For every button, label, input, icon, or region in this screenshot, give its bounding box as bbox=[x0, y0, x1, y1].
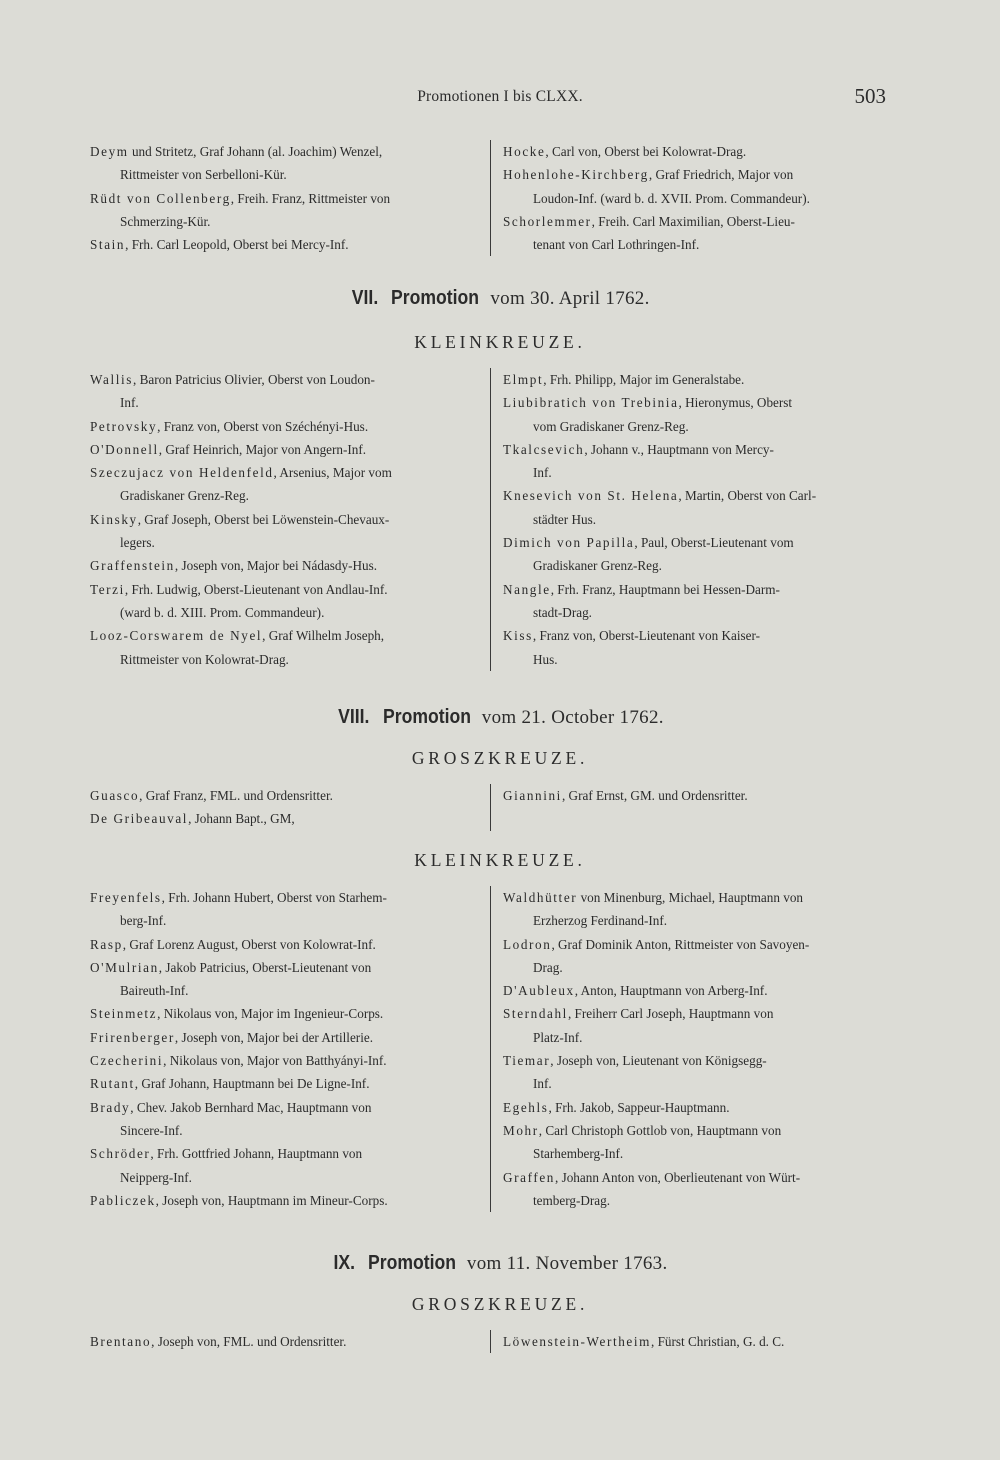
class-heading-groszkreuze-viii: GROSZKREUZE. bbox=[411, 748, 589, 768]
list-item bbox=[503, 140, 886, 163]
list-item bbox=[503, 933, 886, 980]
entry-description: , Frh. Philipp, Major im Generalstabe. bbox=[543, 372, 745, 387]
entries-right-column bbox=[490, 368, 886, 671]
entry-continuation: stadt-Drag. bbox=[533, 604, 592, 620]
entry-description: , Graf Joseph, Oberst bei Löwenstein-Chevaux- bbox=[137, 511, 390, 527]
entry-description: , Joseph von, Hauptmann im Mineur-Corps. bbox=[155, 1192, 388, 1208]
entry-name: Nangle bbox=[503, 581, 551, 597]
entries-block-viii-gross bbox=[90, 784, 886, 831]
entry-name: Stain bbox=[90, 237, 126, 253]
entries-right-column bbox=[490, 784, 886, 831]
list-item bbox=[90, 1026, 473, 1049]
promotion-heading-ix bbox=[0, 1252, 1000, 1275]
list-item bbox=[90, 461, 473, 508]
promotion-date: vom 21. October 1762. bbox=[481, 707, 664, 728]
entry-description: , Anton, Hauptmann von Arberg-Inf. bbox=[574, 983, 768, 999]
entries-block-vii bbox=[90, 368, 886, 671]
list-item bbox=[503, 368, 886, 391]
entry-continuation: Gradiskaner Grenz-Reg. bbox=[120, 488, 249, 504]
list-item bbox=[90, 1002, 473, 1025]
entry-description: , Franz von, Oberst von Széchényi-Hus. bbox=[157, 418, 369, 434]
list-item bbox=[503, 1049, 886, 1096]
list-item bbox=[503, 438, 886, 485]
entry-continuation: Starhemberg-Inf. bbox=[533, 1146, 624, 1162]
entry-name: Lodron bbox=[503, 936, 552, 952]
list-item bbox=[503, 1096, 886, 1119]
entry-description: , Frh. Jakob, Sappeur-Hauptmann. bbox=[548, 1099, 730, 1115]
entry-continuation: Gradiskaner Grenz-Reg. bbox=[533, 558, 662, 574]
list-item bbox=[90, 140, 473, 187]
list-item bbox=[90, 956, 473, 1003]
list-item bbox=[90, 187, 473, 234]
entry-description: , Graf Johann, Hauptmann bei De Ligne-Inf. bbox=[134, 1076, 370, 1092]
entry-name: Terzi bbox=[90, 581, 125, 597]
page-number: 503 bbox=[854, 84, 886, 108]
entry-name: Kiss bbox=[503, 628, 533, 644]
promotion-word: Promotion bbox=[382, 706, 471, 728]
entries-left-column bbox=[90, 784, 473, 831]
list-item bbox=[503, 163, 886, 210]
entry-name: Rasp bbox=[90, 936, 123, 952]
entry-continuation: temberg-Drag. bbox=[533, 1192, 611, 1208]
list-item bbox=[90, 886, 473, 933]
list-item bbox=[503, 391, 886, 438]
entries-right-column bbox=[490, 1330, 886, 1353]
promotion-date: vom 11. November 1763. bbox=[466, 1253, 668, 1274]
entry-continuation: Platz-Inf. bbox=[533, 1029, 583, 1045]
entry-name: Graffenstein bbox=[90, 558, 175, 574]
entry-description: , Arsenius, Major vom bbox=[273, 465, 392, 481]
promotion-word: Promotion bbox=[367, 1252, 456, 1274]
entry-description: , Graf Heinrich, Major von Angern-Inf. bbox=[158, 441, 367, 457]
entry-continuation: Baireuth-Inf. bbox=[120, 983, 189, 999]
entry-description: , Franz von, Oberst-Lieutenant von Kaiser- bbox=[532, 628, 761, 644]
entry-description: , Freih. Franz, Rittmeister von bbox=[230, 190, 391, 206]
entry-name: Waldhütter bbox=[503, 890, 578, 905]
entry-name: O'Mulrian bbox=[90, 959, 159, 975]
entry-description: , Frh. Johann Hubert, Oberst von Starhem- bbox=[161, 890, 387, 905]
entry-continuation: Inf. bbox=[533, 465, 552, 481]
entry-description: , Paul, Oberst-Lieutenant vom bbox=[634, 535, 794, 551]
class-heading-kleinkreuze-vii: KLEINKREUZE. bbox=[414, 332, 586, 352]
entry-name: Guasco bbox=[90, 788, 140, 803]
list-item bbox=[503, 531, 886, 578]
entry-name: Tiemar bbox=[503, 1053, 551, 1069]
list-item bbox=[503, 1119, 886, 1166]
entry-description: , Nikolaus von, Major im Ingenieur-Corps. bbox=[157, 1006, 384, 1022]
entry-continuation: (ward b. d. XIII. Prom. Commandeur). bbox=[120, 604, 325, 620]
entry-name: De Gribeauval bbox=[90, 811, 189, 827]
entry-continuation: Hus. bbox=[533, 651, 558, 667]
list-item bbox=[503, 578, 886, 625]
list-item bbox=[90, 933, 473, 956]
list-item bbox=[503, 1330, 886, 1353]
entry-description: , Carl Christoph Gottlob von, Hauptmann von bbox=[538, 1122, 782, 1138]
list-item bbox=[90, 1142, 473, 1189]
entries-left-column bbox=[90, 886, 473, 1212]
entry-name: Liubibratich von Trebinia bbox=[503, 395, 679, 411]
entry-continuation: Inf. bbox=[120, 395, 139, 411]
entry-name: Schorlemmer bbox=[503, 213, 592, 229]
promotion-word: Promotion bbox=[391, 287, 480, 309]
entry-description: , Graf Ernst, GM. und Ordensritter. bbox=[561, 788, 748, 803]
entry-name: Graffen bbox=[503, 1169, 555, 1185]
entry-continuation: städter Hus. bbox=[533, 511, 596, 527]
entry-name: Egehls bbox=[503, 1099, 549, 1115]
entry-description: , Graf Friedrich, Major von bbox=[648, 167, 794, 183]
entry-name: Szeczujacz von Heldenfeld bbox=[90, 465, 274, 481]
entry-description: , Graf Franz, FML. und Ordensritter. bbox=[139, 788, 333, 803]
entry-description: , Martin, Oberst von Carl- bbox=[678, 488, 817, 504]
entry-name: Brady bbox=[90, 1099, 131, 1115]
list-item bbox=[90, 415, 473, 438]
list-item bbox=[503, 784, 886, 807]
list-item bbox=[90, 1189, 473, 1212]
entries-right-column bbox=[490, 140, 886, 256]
list-item bbox=[90, 807, 473, 830]
entry-name: Freyenfels bbox=[90, 890, 162, 905]
entry-continuation: Schmerzing-Kür. bbox=[120, 213, 211, 229]
entry-name: Looz-Corswarem de Nyel bbox=[90, 628, 263, 644]
entry-name: Kinsky bbox=[90, 511, 138, 527]
entry-description: , Hieronymus, Oberst bbox=[678, 395, 793, 411]
entry-continuation: Rittmeister von Kolowrat-Drag. bbox=[120, 651, 289, 667]
entries-block-viii-klein bbox=[90, 886, 886, 1212]
running-head bbox=[0, 86, 1000, 110]
list-item bbox=[90, 438, 473, 461]
entry-name: Schröder bbox=[90, 1146, 151, 1162]
entries-block-0 bbox=[90, 140, 886, 256]
list-item bbox=[90, 1330, 473, 1353]
entry-description: , Johann Anton von, Oberlieutenant von Würt- bbox=[554, 1169, 801, 1185]
promotion-date: vom 30. April 1762. bbox=[490, 288, 650, 309]
entry-description: , Frh. Franz, Hauptmann bei Hessen-Darm- bbox=[550, 581, 780, 597]
entry-continuation: Inf. bbox=[533, 1076, 552, 1092]
entry-name: Dimich von Papilla bbox=[503, 535, 635, 551]
list-item bbox=[90, 233, 473, 256]
list-item bbox=[90, 578, 473, 625]
list-item bbox=[503, 886, 886, 933]
list-item bbox=[503, 1002, 886, 1049]
list-item bbox=[90, 508, 473, 555]
entry-continuation: Neipperg-Inf. bbox=[120, 1169, 192, 1185]
entry-description: , Fürst Christian, G. d. C. bbox=[651, 1334, 785, 1349]
list-item bbox=[503, 979, 886, 1002]
list-item bbox=[503, 484, 886, 531]
entry-name: Frirenberger bbox=[90, 1029, 175, 1045]
list-item bbox=[90, 554, 473, 577]
list-item bbox=[90, 1072, 473, 1095]
promotion-number: VIII. bbox=[338, 706, 370, 728]
entry-name: Wallis bbox=[90, 372, 133, 387]
entry-name: Rutant bbox=[90, 1076, 135, 1092]
entry-name: Mohr bbox=[503, 1122, 539, 1138]
entry-name: Löwenstein-Wertheim bbox=[503, 1334, 651, 1349]
entry-description: , Frh. Gottfried Johann, Hauptmann von bbox=[150, 1146, 363, 1162]
entry-name: Tkalcsevich bbox=[503, 441, 585, 457]
entry-continuation: Erzherzog Ferdinand-Inf. bbox=[533, 913, 668, 929]
class-heading-groszkreuze-ix: GROSZKREUZE. bbox=[411, 1294, 589, 1314]
entry-continuation: berg-Inf. bbox=[120, 913, 167, 929]
entry-description: , Freiherr Carl Joseph, Hauptmann von bbox=[567, 1006, 774, 1022]
entry-name: O'Donnell bbox=[90, 441, 159, 457]
entry-name: Hocke bbox=[503, 144, 546, 159]
entry-description: , Graf Wilhelm Joseph, bbox=[262, 628, 385, 644]
entry-continuation: vom Gradiskaner Grenz-Reg. bbox=[533, 418, 689, 434]
entry-description: , Johann Bapt., GM, bbox=[188, 811, 295, 827]
promotion-heading-viii bbox=[0, 706, 1000, 729]
list-item bbox=[90, 784, 473, 807]
running-title: Promotionen I bis CLXX. bbox=[417, 88, 583, 105]
entries-left-column bbox=[90, 140, 473, 256]
entry-description: , Graf Lorenz August, Oberst von Kolowrat-Inf. bbox=[122, 936, 376, 952]
entry-description: , Frh. Carl Leopold, Oberst bei Mercy-Inf. bbox=[125, 237, 349, 253]
list-item bbox=[503, 1166, 886, 1213]
entries-block-ix bbox=[90, 1330, 886, 1353]
entry-description: , Joseph von, Major bei der Artillerie. bbox=[174, 1029, 374, 1045]
entry-name: Elmpt bbox=[503, 372, 544, 387]
entry-name: Pabliczek bbox=[90, 1192, 156, 1208]
entry-description: , Graf Dominik Anton, Rittmeister von Savoyen- bbox=[551, 936, 810, 952]
entry-description: und Stritetz, Graf Johann (al. Joachim) Wenzel, bbox=[128, 144, 383, 159]
list-item bbox=[90, 368, 473, 415]
entry-name: Brentano bbox=[90, 1334, 152, 1349]
entry-description: , Nikolaus von, Major von Batthyányi-Inf. bbox=[163, 1053, 387, 1069]
entry-name: Czecherini bbox=[90, 1053, 164, 1069]
list-item bbox=[503, 624, 886, 671]
entry-description: , Joseph von, Major bei Nádasdy-Hus. bbox=[174, 558, 378, 574]
entry-description: , Chev. Jakob Bernhard Mac, Hauptmann von bbox=[130, 1099, 372, 1115]
entry-continuation: Drag. bbox=[533, 959, 563, 975]
entry-name: Rüdt von Collenberg bbox=[90, 190, 231, 206]
entries-right-column bbox=[490, 886, 886, 1212]
entry-continuation: Sincere-Inf. bbox=[120, 1122, 183, 1138]
entry-description: , Jakob Patricius, Oberst-Lieutenant von bbox=[158, 959, 372, 975]
entries-left-column bbox=[90, 368, 473, 671]
list-item bbox=[90, 1049, 473, 1072]
entry-name: Deym bbox=[90, 144, 129, 159]
promotion-number: IX. bbox=[333, 1252, 356, 1274]
list-item bbox=[90, 624, 473, 671]
entries-left-column bbox=[90, 1330, 473, 1353]
class-heading-kleinkreuze-viii: KLEINKREUZE. bbox=[414, 850, 586, 870]
entry-description: , Joseph von, FML. und Ordensritter. bbox=[151, 1334, 347, 1349]
entry-description: von Minenburg, Michael, Hauptmann von bbox=[577, 890, 804, 905]
entry-name: Knesevich von St. Helena bbox=[503, 488, 679, 504]
entry-description: , Joseph von, Lieutenant von Königsegg- bbox=[550, 1053, 767, 1069]
entry-description: , Freih. Carl Maximilian, Oberst-Lieu- bbox=[591, 213, 795, 229]
entry-name: D'Aubleux bbox=[503, 983, 575, 999]
entry-name: Petrovsky bbox=[90, 418, 158, 434]
entry-continuation: Rittmeister von Serbelloni-Kür. bbox=[120, 167, 287, 183]
entry-name: Steinmetz bbox=[90, 1006, 158, 1022]
promotion-number: VII. bbox=[352, 287, 379, 309]
entry-description: , Baron Patricius Olivier, Oberst von Loudon- bbox=[132, 372, 375, 387]
entry-continuation: tenant von Carl Lothringen-Inf. bbox=[533, 237, 700, 253]
entry-name: Giannini bbox=[503, 788, 562, 803]
entry-description: , Frh. Ludwig, Oberst-Lieutenant von Andlau-Inf. bbox=[124, 581, 388, 597]
list-item bbox=[503, 210, 886, 257]
entry-continuation: legers. bbox=[120, 535, 155, 551]
entry-name: Hohenlohe-Kirchberg bbox=[503, 167, 649, 183]
entry-description: , Carl von, Oberst bei Kolowrat-Drag. bbox=[545, 144, 747, 159]
list-item bbox=[90, 1096, 473, 1143]
entry-continuation: Loudon-Inf. (ward b. d. XVII. Prom. Commandeur). bbox=[533, 190, 810, 206]
entry-description: , Johann v., Hauptmann von Mercy- bbox=[584, 441, 774, 457]
promotion-heading-vii bbox=[0, 287, 1000, 310]
entry-name: Sterndahl bbox=[503, 1006, 568, 1022]
